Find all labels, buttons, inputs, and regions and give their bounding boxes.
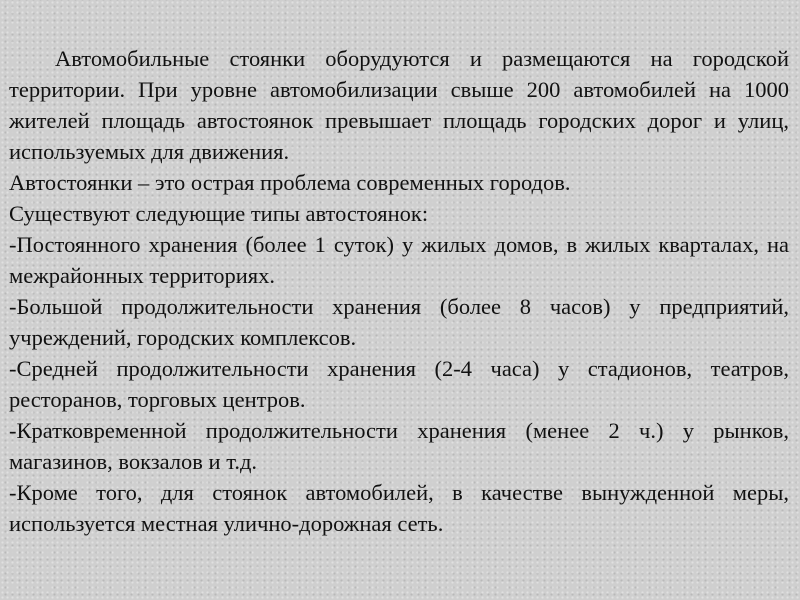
type-long-term: -Постоянного хранения (более 1 суток) у жилых домов, в жилых кварталах, на межрайонных территориях. <box>9 232 789 288</box>
type-extended: -Большой продолжительности хранения (более 8 часов) у предприятий, учреждений, городских комплексов. <box>9 294 789 350</box>
intro-paragraph: Автомобильные стоянки оборудуются и размещаются на городской территории. При уровне автомобилизации свыше 200 автомобилей на 1000 жителей площадь автостоянок превышает площадь городских дорог и улиц, используемых для движения. <box>9 46 789 164</box>
problem-statement: Автостоянки – это острая проблема современных городов. <box>9 170 571 195</box>
types-heading: Существуют следующие типы автостоянок: <box>9 201 429 226</box>
type-medium: -Средней продолжительности хранения (2-4 часа) у стадионов, театров, ресторанов, торговых центров. <box>9 356 789 412</box>
type-short-term: -Кратковременной продолжительности хранения (менее 2 ч.) у рынков, магазинов, вокзалов и т.д. <box>9 418 789 474</box>
street-network-note: -Кроме того, для стоянок автомобилей, в качестве вынужденной меры, используется местная улично-дорожная сеть. <box>9 480 789 536</box>
slide-body-text <box>9 43 789 539</box>
